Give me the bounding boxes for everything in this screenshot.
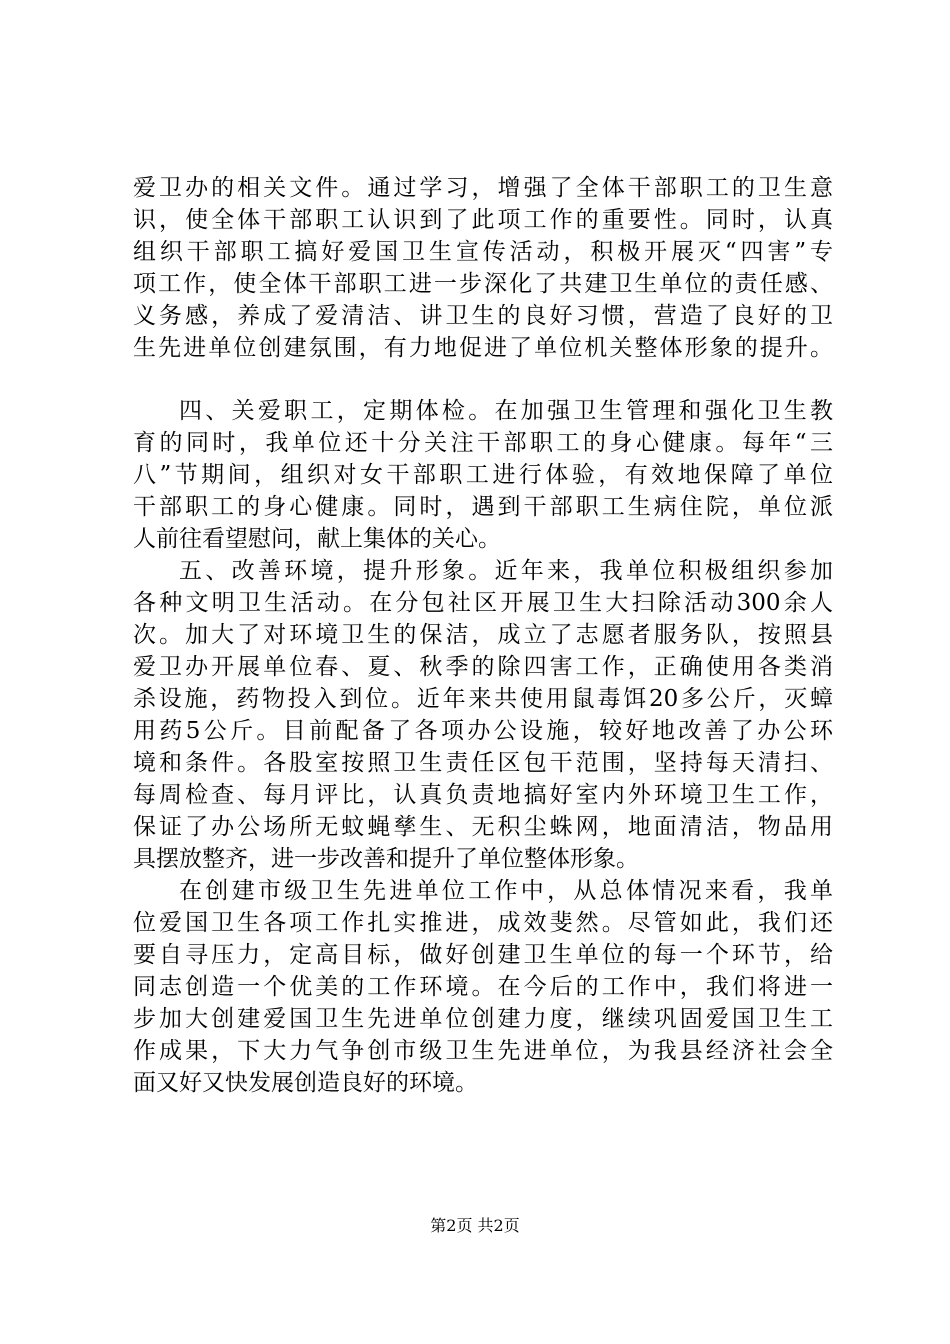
- text-line: 八”节期间，组织对女干部职工进行体验，有效地保障了单位: [133, 462, 833, 488]
- text-line: 义务感，养成了爱清洁、讲卫生的良好习惯，营造了良好的卫: [133, 303, 833, 329]
- text-line: 人前往看望慰问，献上集体的关心。: [133, 526, 501, 552]
- text-line: 项工作，使全体干部职工进一步深化了共建卫生单位的责任感、: [133, 271, 833, 297]
- text-line: 识，使全体干部职工认识到了此项工作的重要性。同时，认真: [133, 207, 833, 233]
- text-line: 具摆放整齐，进一步改善和提升了单位整体形象。: [133, 846, 639, 872]
- text-line: 位爱国卫生各项工作扎实推进，成效斐然。尽管如此，我们还: [133, 910, 833, 936]
- text-line: 面又好又快发展创造良好的环境。: [133, 1070, 478, 1096]
- text-line: 各种文明卫生活动。在分包社区开展卫生大扫除活动300余人: [133, 590, 833, 616]
- text-line: 爱卫办开展单位春、夏、秋季的除四害工作，正确使用各类消: [133, 654, 833, 680]
- text-line: 步加大创建爱国卫生先进单位创建力度，继续巩固爱国卫生工: [133, 1006, 833, 1032]
- text-line: 在创建市级卫生先进单位工作中，从总体情况来看，我单: [179, 878, 833, 904]
- text-line: 要自寻压力，定高目标，做好创建卫生单位的每一个环节，给: [133, 942, 833, 968]
- text-line: 育的同时，我单位还十分关注干部职工的身心健康。每年“三: [133, 430, 833, 456]
- text-line: 同志创造一个优美的工作环境。在今后的工作中，我们将进一: [133, 974, 833, 1000]
- paragraph-3: [133, 875, 833, 1099]
- paragraph-0: [133, 172, 833, 364]
- text-line: 生先进单位创建氛围，有力地促进了单位机关整体形象的提升。: [133, 335, 833, 361]
- text-line: 组织干部职工搞好爱国卫生宣传活动，积极开展灭“四害”专: [133, 239, 833, 265]
- paragraph-1: [133, 395, 833, 555]
- text-line: 爱卫办的相关文件。通过学习，增强了全体干部职工的卫生意: [133, 175, 833, 201]
- paragraph-2: [133, 555, 833, 875]
- text-line: 保证了办公场所无蚊蝇孳生、无积尘蛛网，地面清洁，物品用: [133, 814, 833, 840]
- text-line: 用药5公斤。目前配备了各项办公设施，较好地改善了办公环: [133, 718, 833, 744]
- text-line: 作成果，下大力气争创市级卫生先进单位，为我县经济社会全: [133, 1038, 833, 1064]
- text-line: 四、关爱职工，定期体检。在加强卫生管理和强化卫生教: [179, 398, 833, 424]
- paragraph-gap: [133, 364, 833, 395]
- text-line: 每周检查、每月评比，认真负责地搞好室内外环境卫生工作，: [133, 782, 833, 808]
- text-line: 杀设施，药物投入到位。近年来共使用鼠毒饵20多公斤，灭蟑: [133, 686, 833, 712]
- page-footer: 第2页 共2页: [430, 1216, 520, 1235]
- text-line: 次。加大了对环境卫生的保洁，成立了志愿者服务队，按照县: [133, 622, 833, 648]
- text-line: 境和条件。各股室按照卫生责任区包干范围，坚持每天清扫、: [133, 750, 833, 776]
- text-line: 五、改善环境，提升形象。近年来，我单位积极组织参加: [179, 558, 833, 584]
- document-body: [133, 172, 833, 1099]
- text-line: 干部职工的身心健康。同时，遇到干部职工生病住院，单位派: [133, 494, 833, 520]
